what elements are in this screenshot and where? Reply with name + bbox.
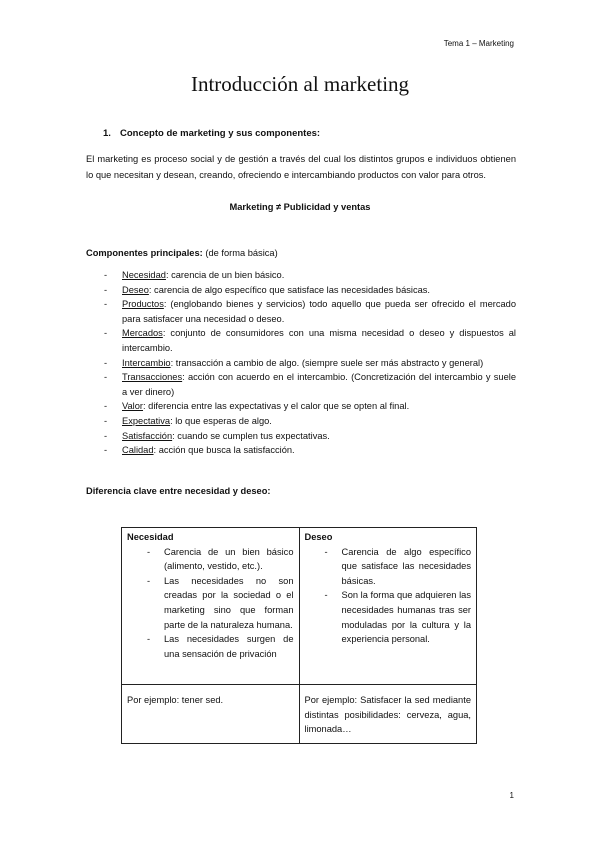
comparison-table: [121, 527, 477, 744]
component-definition: : carencia de algo específico que satisface las necesidades básicas.: [148, 284, 431, 295]
component-term: Valor: [122, 401, 144, 412]
list-item: - Transacciones: acción con acuerdo en el intercambio. (Concretización del intercambio y suele a ver dinero): [104, 372, 516, 397]
deseo-header: Deseo: [304, 532, 333, 542]
deseo-point: Carencia de algo específico que satisface las necesidades básicas.: [341, 546, 471, 586]
list-item: - Productos: (englobando bienes y servicios) todo aquello que pueda ser ofrecido el mercado para satisfacer una necesidad o deseo.: [104, 299, 516, 324]
component-definition: : conjunto de consumidores con una misma necesidad o deseo y dispuestos al intercambio.: [122, 328, 516, 353]
component-definition: : carencia de un bien básico.: [165, 270, 285, 280]
component-definition: : lo que esperas de algo.: [170, 415, 272, 426]
list-item: - Calidad: acción que busca la satisfacción.: [104, 445, 295, 456]
deseo-example: Por ejemplo: Satisfacer la sed mediante distintas posibilidades: cerveza, agua, limonada…: [299, 685, 477, 744]
component-definition: : (englobando bienes y servicios) todo aquello que pueda ser ofrecido el mercado para satisfacer una necesidad o deseo.: [122, 299, 516, 324]
running-header: Tema 1 – Marketing: [443, 39, 514, 48]
difference-heading-text: Diferencia clave entre necesidad y deseo:: [86, 486, 271, 496]
list-item: - Carencia de un bien básico (alimento, vestido, etc.).: [147, 546, 294, 572]
list-item: - Necesidad: carencia de un bien básico.: [104, 270, 285, 280]
section-heading: [103, 128, 320, 139]
component-term: Expectativa: [122, 415, 171, 426]
page-title: Introducción al marketing: [190, 72, 410, 96]
section-heading-text: Concepto de marketing y sus componentes:: [120, 128, 321, 139]
list-item: - Expectativa: lo que esperas de algo.: [104, 415, 272, 426]
components-heading-note: (de forma básica): [205, 248, 278, 258]
component-definition: : diferencia entre las expectativas y el calor que se opten al final.: [143, 401, 410, 412]
page-number: 1: [509, 791, 514, 800]
list-item: - Las necesidades no son creadas por la sociedad o el marketing sino que forman parte de la naturaleza humana.: [147, 575, 294, 630]
deseo-point: Son la forma que adquieren las necesidades humanas tras ser moduladas por la cultura y la experiencia personal.: [341, 590, 471, 645]
list-item: - Satisfacción: cuando se cumplen tus expectativas.: [104, 430, 330, 441]
list-item: - Valor: diferencia entre las expectativas y el calor que se opten al final.: [104, 401, 410, 412]
deseo-points: [323, 545, 472, 647]
difference-heading: [86, 486, 270, 496]
necesidad-cell: [122, 528, 300, 685]
list-item: - Carencia de algo específico que satisface las necesidades básicas.: [324, 546, 471, 586]
necesidad-points: [145, 545, 294, 662]
necesidad-point: Las necesidades surgen de una sensación de privación: [164, 634, 294, 659]
marketing-definition: El marketing es proceso social y de gestión a través del cual los distintos grupos e individuos obtienen lo que necesitan y desean, creando, ofreciendo e intercambiando productos con valor para otros.: [86, 154, 516, 181]
component-term: Transacciones: [122, 372, 183, 383]
necesidad-example: Por ejemplo: tener sed.: [122, 685, 300, 744]
component-term: Satisfacción: [122, 430, 173, 441]
table-row: [122, 528, 477, 685]
list-item: - Son la forma que adquieren las necesidades humanas tras ser moduladas por la cultura y la experiencia personal.: [324, 590, 471, 645]
list-item: - Deseo: carencia de algo específico que satisface las necesidades básicas.: [104, 284, 431, 295]
component-definition: : acción que busca la satisfacción.: [153, 445, 295, 456]
component-term: Deseo: [122, 284, 149, 295]
necesidad-header: Necesidad: [127, 532, 174, 542]
section-number: 1.: [103, 128, 111, 139]
component-term: Calidad: [122, 445, 154, 456]
list-item: - Intercambio: transacción a cambio de algo. (siempre suele ser más abstracto y general): [104, 357, 484, 368]
list-item: - Las necesidades surgen de una sensación de privación: [147, 634, 294, 659]
component-term: Necesidad: [122, 270, 166, 280]
necesidad-point: Las necesidades no son creadas por la sociedad o el marketing sino que forman parte de la naturaleza humana.: [164, 575, 294, 630]
component-term: Productos: [122, 299, 164, 310]
component-definition: : acción con acuerdo en el intercambio. (Concretización del intercambio y suele a ver dinero): [122, 372, 516, 397]
component-term: Mercados: [122, 328, 163, 339]
component-term: Intercambio: [122, 357, 171, 368]
components-heading: [86, 248, 278, 258]
table-row: [122, 685, 477, 744]
necesidad-point: Carencia de un bien básico (alimento, vestido, etc.).: [164, 546, 294, 572]
component-definition: : cuando se cumplen tus expectativas.: [172, 430, 330, 441]
component-definition: : transacción a cambio de algo. (siempre suele ser más abstracto y general): [170, 357, 484, 368]
components-heading-text: Componentes principales:: [86, 248, 203, 258]
deseo-cell: [299, 528, 477, 685]
components-list: [86, 268, 516, 458]
tagline: Marketing ≠ Publicidad y ventas: [229, 202, 371, 212]
list-item: - Mercados: conjunto de consumidores con una misma necesidad o deseo y dispuestos al intercambio.: [104, 328, 516, 353]
